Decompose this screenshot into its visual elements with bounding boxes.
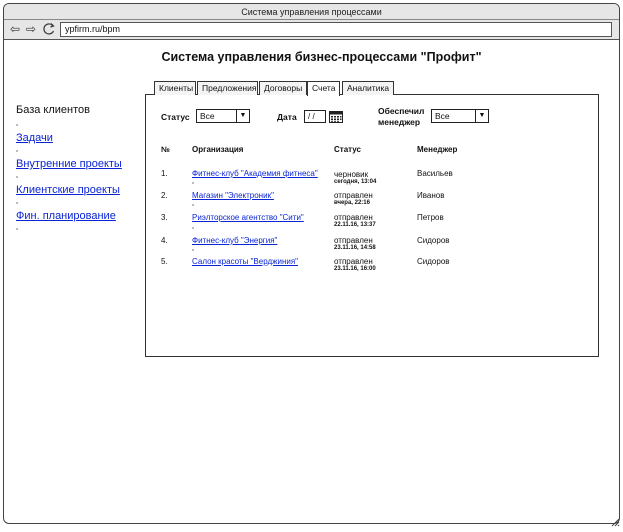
separator-dot [192, 204, 194, 206]
forward-arrow-icon[interactable]: ⇨ [24, 22, 38, 36]
row-1-number: 1. [161, 169, 168, 178]
date-input[interactable]: / / [304, 110, 326, 123]
column-header-manager: Менеджер [417, 145, 457, 154]
column-header-status: Статус [334, 145, 361, 154]
tab-clients[interactable]: Клиенты [154, 81, 196, 95]
reload-icon[interactable] [42, 22, 56, 36]
tab-contracts[interactable]: Договоры [259, 81, 307, 95]
row-2-number: 2. [161, 191, 168, 200]
separator-dot [192, 227, 194, 229]
row-3-manager: Петров [417, 213, 444, 222]
row-2-organization-link[interactable]: Магазин "Электроник" [192, 191, 274, 200]
separator-dot [16, 176, 18, 178]
sidebar-item-internal-projects[interactable]: Внутренние проекты [16, 158, 142, 170]
sidebar-item-client-projects[interactable]: Клиентские проекты [16, 184, 142, 196]
row-2-manager: Иванов [417, 191, 444, 200]
calendar-icon[interactable] [329, 110, 343, 122]
sidebar-item-tasks[interactable]: Задачи [16, 132, 142, 144]
row-5-status: отправлен [334, 257, 373, 266]
manager-filter-label-line2: менеджер [378, 117, 420, 127]
status-filter-select[interactable] [196, 109, 250, 123]
address-bar[interactable]: ypfirm.ru/bpm [60, 22, 612, 37]
browser-toolbar [4, 20, 619, 40]
tab-invoices[interactable]: Счета [307, 81, 340, 96]
separator-dot [16, 202, 18, 204]
row-5-organization-link[interactable]: Салон красоты "Верджиния" [192, 257, 298, 266]
row-1-organization-link[interactable]: Фитнес-клуб "Академия фитнеса" [192, 169, 318, 178]
row-4-status: отправлен [334, 236, 373, 245]
row-4-status-time: 23.11.16, 14:58 [334, 245, 376, 251]
date-filter-label: Дата [277, 112, 297, 122]
page-title: Система управления бизнес-процессами "Профит" [0, 50, 623, 64]
sidebar [16, 104, 142, 236]
row-3-status-time: 22.11.16, 13:37 [334, 222, 376, 228]
row-3-number: 3. [161, 213, 168, 222]
tab-proposals[interactable]: Предложения [197, 81, 258, 95]
chevron-down-icon: ▼ [236, 110, 249, 122]
back-arrow-icon[interactable]: ⇦ [8, 22, 22, 36]
manager-filter-value: Все [435, 111, 450, 121]
manager-filter-label-line1: Обеспечил [378, 106, 424, 116]
row-3-status: отправлен [334, 213, 373, 222]
row-5-number: 5. [161, 257, 168, 266]
separator-dot [16, 124, 18, 126]
resize-grip-icon[interactable] [610, 514, 620, 524]
column-header-organization: Организация [192, 145, 243, 154]
row-1-manager: Васильев [417, 169, 453, 178]
row-1-status: черновик [334, 170, 368, 179]
chevron-down-icon: ▼ [475, 110, 488, 122]
row-5-manager: Сидоров [417, 257, 450, 266]
row-2-status: отправлен [334, 191, 373, 200]
row-5-status-time: 23.11.16, 16:00 [334, 266, 376, 272]
separator-dot [16, 150, 18, 152]
row-1-status-time: сегодня, 13:04 [334, 179, 376, 185]
separator-dot [192, 182, 194, 184]
sidebar-item-financial-planning[interactable]: Фин. планирование [16, 210, 142, 222]
tab-analytics[interactable]: Аналитика [342, 81, 394, 95]
row-4-number: 4. [161, 236, 168, 245]
row-4-manager: Сидоров [417, 236, 450, 245]
sidebar-heading: База клиентов [16, 104, 142, 116]
window-title: Система управления процессами [4, 4, 619, 20]
row-4-organization-link[interactable]: Фитнес-клуб "Энергия" [192, 236, 277, 245]
separator-dot [192, 249, 194, 251]
column-header-number: № [161, 145, 170, 154]
status-filter-value: Все [200, 111, 215, 121]
separator-dot [16, 228, 18, 230]
manager-filter-select[interactable] [431, 109, 489, 123]
status-filter-label: Статус [161, 112, 190, 122]
row-3-organization-link[interactable]: Риэлторское агентство "Сити" [192, 213, 304, 222]
row-2-status-time: вчера, 22:16 [334, 200, 370, 206]
